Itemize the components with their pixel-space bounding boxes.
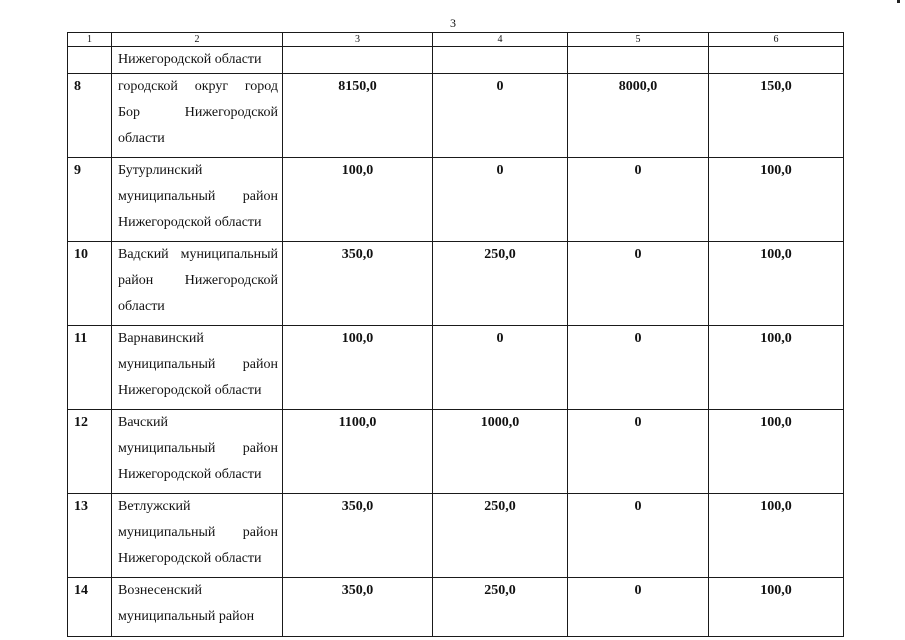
municipality-name-line: Вознесенский bbox=[118, 583, 203, 598]
continuation-cell-5 bbox=[568, 47, 709, 74]
value-cell-col4 bbox=[433, 410, 568, 494]
value-text: 1000,0 bbox=[480, 415, 520, 430]
value-text: 250,0 bbox=[484, 247, 516, 262]
municipality-name-line: муниципальный район bbox=[118, 357, 278, 372]
value-text: 8000,0 bbox=[618, 79, 658, 94]
municipality-name-line: Бутурлинский bbox=[118, 163, 203, 178]
value-cell-col4 bbox=[433, 578, 568, 637]
value-cell-col3 bbox=[283, 242, 433, 326]
municipality-name-line: Ветлужский bbox=[118, 499, 191, 514]
continuation-name-line: Нижегородской области bbox=[118, 52, 262, 67]
value-text: 100,0 bbox=[760, 499, 792, 514]
municipality-name-line: Нижегородской области bbox=[118, 467, 262, 482]
header-cell-6: 6 bbox=[709, 33, 844, 47]
municipality-name-line: Варнавинский bbox=[118, 331, 204, 346]
value-cell-col6 bbox=[709, 242, 844, 326]
value-text: 1100,0 bbox=[338, 415, 377, 430]
municipality-name-line: Вадский муниципальный bbox=[118, 247, 278, 262]
continuation-num-cell bbox=[68, 47, 112, 74]
value-text: 250,0 bbox=[484, 583, 516, 598]
municipality-name-line: муниципальный район bbox=[118, 609, 255, 624]
table-row bbox=[68, 242, 844, 326]
value-cell-col6 bbox=[709, 410, 844, 494]
page-number: 3 bbox=[450, 16, 456, 30]
value-cell-col6 bbox=[709, 74, 844, 158]
value-text: 0 bbox=[634, 331, 642, 346]
value-text: 250,0 bbox=[484, 499, 516, 514]
value-text: 350,0 bbox=[341, 499, 374, 514]
header-cell-4: 4 bbox=[433, 33, 568, 47]
municipality-name-line: муниципальный район bbox=[118, 525, 278, 540]
table-row bbox=[68, 578, 844, 637]
value-cell-col6 bbox=[709, 578, 844, 637]
table-row bbox=[68, 494, 844, 578]
continuation-row bbox=[68, 47, 844, 74]
header-cell-2: 2 bbox=[112, 33, 283, 47]
value-text: 150,0 bbox=[760, 79, 792, 94]
value-cell-col3 bbox=[283, 578, 433, 637]
municipality-name-line: городской округ город bbox=[118, 79, 278, 94]
value-cell-col5 bbox=[568, 578, 709, 637]
row-number: 8 bbox=[68, 74, 112, 158]
value-cell-col4 bbox=[433, 326, 568, 410]
continuation-cell-6 bbox=[709, 47, 844, 74]
value-cell-col5 bbox=[568, 494, 709, 578]
value-text: 100,0 bbox=[760, 247, 792, 262]
value-text: 100,0 bbox=[341, 331, 374, 346]
continuation-cell-4 bbox=[433, 47, 568, 74]
value-cell-col3 bbox=[283, 326, 433, 410]
header-cell-5: 5 bbox=[568, 33, 709, 47]
value-text: 350,0 bbox=[341, 583, 374, 598]
table-row bbox=[68, 410, 844, 494]
continuation-cell-3 bbox=[283, 47, 433, 74]
value-cell-col5 bbox=[568, 158, 709, 242]
value-cell-col5 bbox=[568, 74, 709, 158]
municipality-name-line: район Нижегородской bbox=[118, 273, 278, 288]
value-cell-col5 bbox=[568, 410, 709, 494]
value-text: 0 bbox=[634, 583, 642, 598]
value-text: 0 bbox=[634, 415, 642, 430]
municipality-name bbox=[112, 410, 283, 494]
municipality-name-line: Нижегородской области bbox=[118, 215, 262, 230]
municipality-name bbox=[112, 242, 283, 326]
municipality-name-line: области bbox=[118, 299, 165, 314]
value-text: 0 bbox=[634, 163, 642, 178]
row-number: 9 bbox=[68, 158, 112, 242]
value-text: 350,0 bbox=[341, 247, 374, 262]
value-text: 100,0 bbox=[760, 163, 792, 178]
row-number: 13 bbox=[68, 494, 112, 578]
value-cell-col3 bbox=[283, 410, 433, 494]
municipality-name bbox=[112, 494, 283, 578]
header-cell-3: 3 bbox=[283, 33, 433, 47]
value-cell-col4 bbox=[433, 494, 568, 578]
value-text: 0 bbox=[634, 499, 642, 514]
table-row bbox=[68, 326, 844, 410]
table-row bbox=[68, 158, 844, 242]
municipality-name bbox=[112, 158, 283, 242]
continuation-name-cell bbox=[112, 47, 283, 74]
municipality-name-line: Нижегородской области bbox=[118, 383, 262, 398]
row-number: 11 bbox=[68, 326, 112, 410]
value-text: 100,0 bbox=[760, 415, 792, 430]
municipality-name-line: муниципальный район bbox=[118, 189, 278, 204]
municipality-name-line: области bbox=[118, 131, 165, 146]
value-cell-col4 bbox=[433, 74, 568, 158]
municipality-name bbox=[112, 74, 283, 158]
value-cell-col3 bbox=[283, 158, 433, 242]
header-row bbox=[68, 33, 844, 47]
value-text: 100,0 bbox=[760, 331, 792, 346]
corner-mark bbox=[897, 0, 900, 3]
row-number: 12 bbox=[68, 410, 112, 494]
table-body bbox=[68, 33, 844, 637]
row-number: 14 bbox=[68, 578, 112, 637]
municipality-name-line: Нижегородской области bbox=[118, 551, 262, 566]
municipality-name bbox=[112, 326, 283, 410]
value-cell-col5 bbox=[568, 242, 709, 326]
municipality-name-line: муниципальный район bbox=[118, 441, 278, 456]
value-cell-col3 bbox=[283, 74, 433, 158]
value-cell-col4 bbox=[433, 158, 568, 242]
municipality-name-line: Бор Нижегородской bbox=[118, 105, 278, 120]
value-text: 100,0 bbox=[341, 163, 374, 178]
value-cell-col3 bbox=[283, 494, 433, 578]
value-text: 0 bbox=[496, 331, 504, 346]
value-cell-col6 bbox=[709, 326, 844, 410]
municipality-name bbox=[112, 578, 283, 637]
value-text: 0 bbox=[496, 79, 504, 94]
value-cell-col4 bbox=[433, 242, 568, 326]
allocation-table bbox=[67, 32, 844, 637]
table-row bbox=[68, 74, 844, 158]
header-cell-1: 1 bbox=[68, 33, 112, 47]
value-cell-col5 bbox=[568, 326, 709, 410]
row-number: 10 bbox=[68, 242, 112, 326]
value-text: 100,0 bbox=[760, 583, 792, 598]
value-text: 0 bbox=[496, 163, 504, 178]
value-cell-col6 bbox=[709, 494, 844, 578]
value-text: 8150,0 bbox=[338, 79, 377, 94]
value-text: 0 bbox=[634, 247, 642, 262]
value-cell-col6 bbox=[709, 158, 844, 242]
municipality-name-line: Вачский bbox=[118, 415, 169, 430]
